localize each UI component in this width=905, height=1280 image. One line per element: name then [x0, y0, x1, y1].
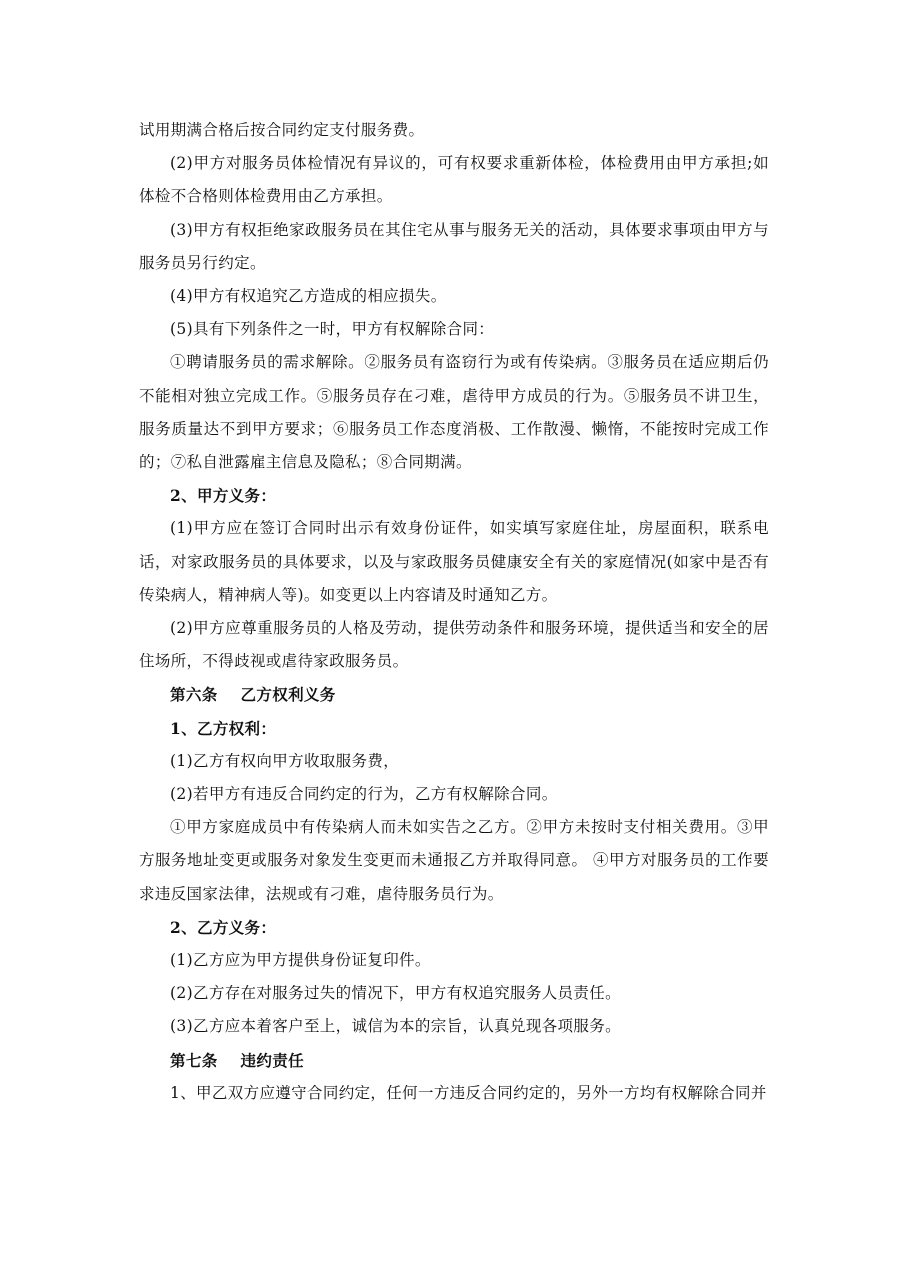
contract-text	[139, 114, 769, 1110]
paragraph-party-b-termination-conditions: ①甲方家庭成员中有传染病人而未如实告之乙方。②甲方未按时支付相关费用。③甲方服务地址变更或服务对象发生变更而未通报乙方并取得同意。 ④甲方对服务员的工作要求违反国家法律，法规或有刁难，虐待服务员行为。	[139, 818, 769, 903]
paragraph-breach-liability-1: 1、甲乙双方应遵守合同约定，任何一方违反合同约定的，另外一方均有权解除合同并	[170, 1083, 767, 1102]
paragraph-payment-continuation: 试用期满合格后按合同约定支付服务费。	[139, 121, 425, 139]
heading-party-a-obligations: 2、甲方义务：	[170, 486, 277, 506]
paragraph-party-a-obligation-1: (1)甲方应在签订合同时出示有效身份证件，如实填写家庭住址，房屋面积，联系电话，对家政服务员的具体要求，以及与家政服务员健康安全有关的家庭情况(如家中是否有传染病人，精神病人等)。如变更以上内容请及时通知乙方。	[139, 519, 769, 604]
paragraph-party-b-obligation-3: (3)乙方应本着客户至上，诚信为本的宗旨，认真兑现各项服务。	[170, 1017, 621, 1036]
heading-party-b-rights: 1、乙方权利：	[170, 718, 277, 738]
paragraph-party-a-obligation-2: (2)甲方应尊重服务员的人格及劳动，提供劳动条件和服务环境，提供适当和安全的居住场所，不得歧视或虐待家政服务员。	[139, 619, 769, 671]
paragraph-party-b-obligation-1: (1)乙方应为甲方提供身份证复印件。	[170, 951, 431, 970]
paragraph-party-a-right-4: (4)甲方有权追究乙方造成的相应损失。	[170, 287, 447, 306]
paragraph-party-a-right-2: (2)甲方对服务员体检情况有异议的，可有权要求重新体检，体检费用由甲方承担;如体检不合格则体检费用由乙方承担。	[139, 154, 769, 206]
paragraph-party-b-right-2: (2)若甲方有违反合同约定的行为，乙方有权解除合同。	[170, 785, 558, 804]
article-six-title: 第六条 乙方权利义务	[170, 685, 336, 705]
paragraph-party-b-obligation-2: (2)乙方存在对服务过失的情况下，甲方有权追究服务人员责任。	[170, 984, 621, 1003]
paragraph-party-b-right-1: (1)乙方有权向甲方收取服务费，	[170, 751, 400, 770]
heading-party-b-obligations: 2、乙方义务：	[170, 917, 277, 937]
paragraph-termination-conditions: ①聘请服务员的需求解除。②服务员有盗窃行为或有传染病。③服务员在适应期后仍不能相对独立完成工作。⑤服务员存在刁难，虐待甲方成员的行为。⑤服务员不讲卫生，服务质量达不到甲方要求；⑥服务员工作态度消极、工作散漫、懒惰，不能按时完成工作的；⑦私自泄露雇主信息及隐私；⑧合同期满。	[139, 353, 769, 472]
paragraph-party-a-right-3: (3)甲方有权拒绝家政服务员在其住宅从事与服务无关的活动，具体要求事项由甲方与服务员另行约定。	[139, 220, 769, 272]
article-seven-title: 第七条 违约责任	[170, 1050, 304, 1070]
paragraph-party-a-right-5: (5)具有下列条件之一时，甲方有权解除合同：	[170, 320, 495, 339]
